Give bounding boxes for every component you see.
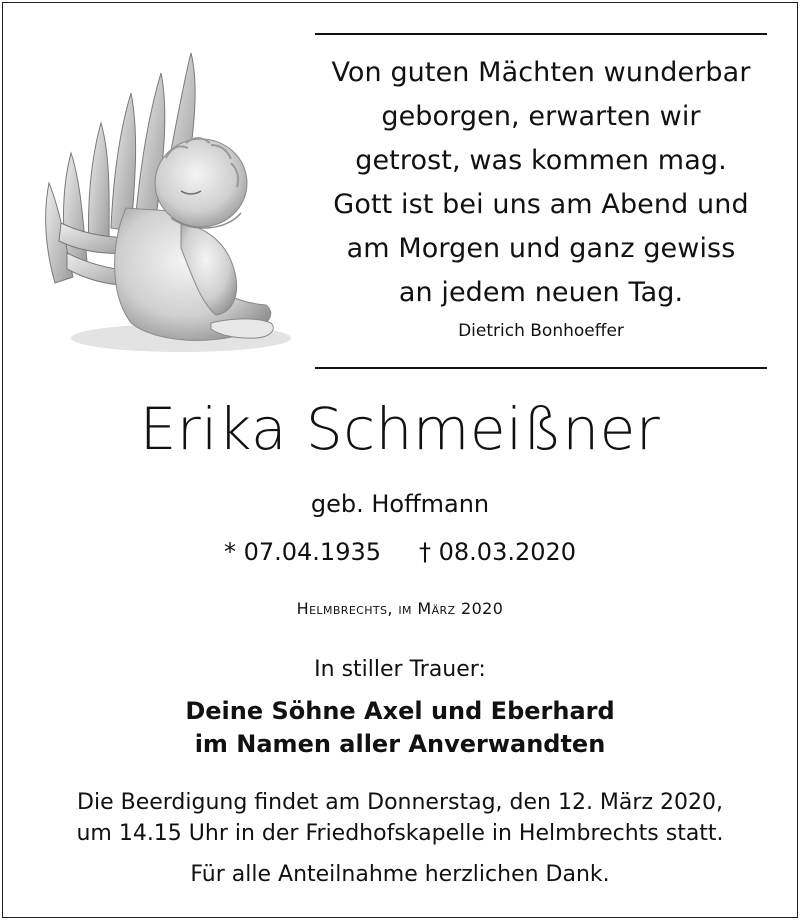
sleeping-angel-image <box>31 33 291 363</box>
top-divider <box>315 33 767 35</box>
funeral-line: um 14.15 Uhr in der Friedhofskapelle in Helmbrechts statt. <box>76 821 724 846</box>
thanks-note: Für alle Anteilnahme herzlichen Dank. <box>190 862 610 887</box>
place-and-date: Helmbrechts, im März 2020 <box>296 599 504 618</box>
obituary-notice <box>2 2 798 918</box>
maiden-name: geb. Hoffmann <box>310 490 490 518</box>
bottom-divider <box>315 367 767 369</box>
mourners-line: Deine Söhne Axel und Eberhard <box>185 697 615 725</box>
mourners-names <box>3 695 797 761</box>
bonhoeffer-poem <box>315 51 767 315</box>
poem-line: Von guten Mächten wunderbar <box>331 57 751 88</box>
birth-date: * 07.04.1935 <box>223 538 381 566</box>
death-date: † 08.03.2020 <box>419 538 577 566</box>
life-dates <box>3 535 797 569</box>
poem-line: getrost, was kommen mag. <box>355 145 727 176</box>
mourners-line: im Namen aller Anverwandten <box>194 730 606 758</box>
deceased-name: Erika Schmeißner <box>139 395 661 463</box>
poem-line: Gott ist bei uns am Abend und <box>333 189 749 220</box>
poem-line: am Morgen und ganz gewiss <box>346 233 736 264</box>
poem-author: Dietrich Bonhoeffer <box>458 321 624 341</box>
poem-line: an jedem neuen Tag. <box>398 277 684 308</box>
mourning-intro: In stiller Trauer: <box>314 657 486 682</box>
funeral-info <box>3 787 797 849</box>
poem-line: geborgen, erwarten wir <box>381 101 701 132</box>
funeral-line: Die Beerdigung findet am Donnerstag, den 12. März 2020, <box>77 790 723 815</box>
